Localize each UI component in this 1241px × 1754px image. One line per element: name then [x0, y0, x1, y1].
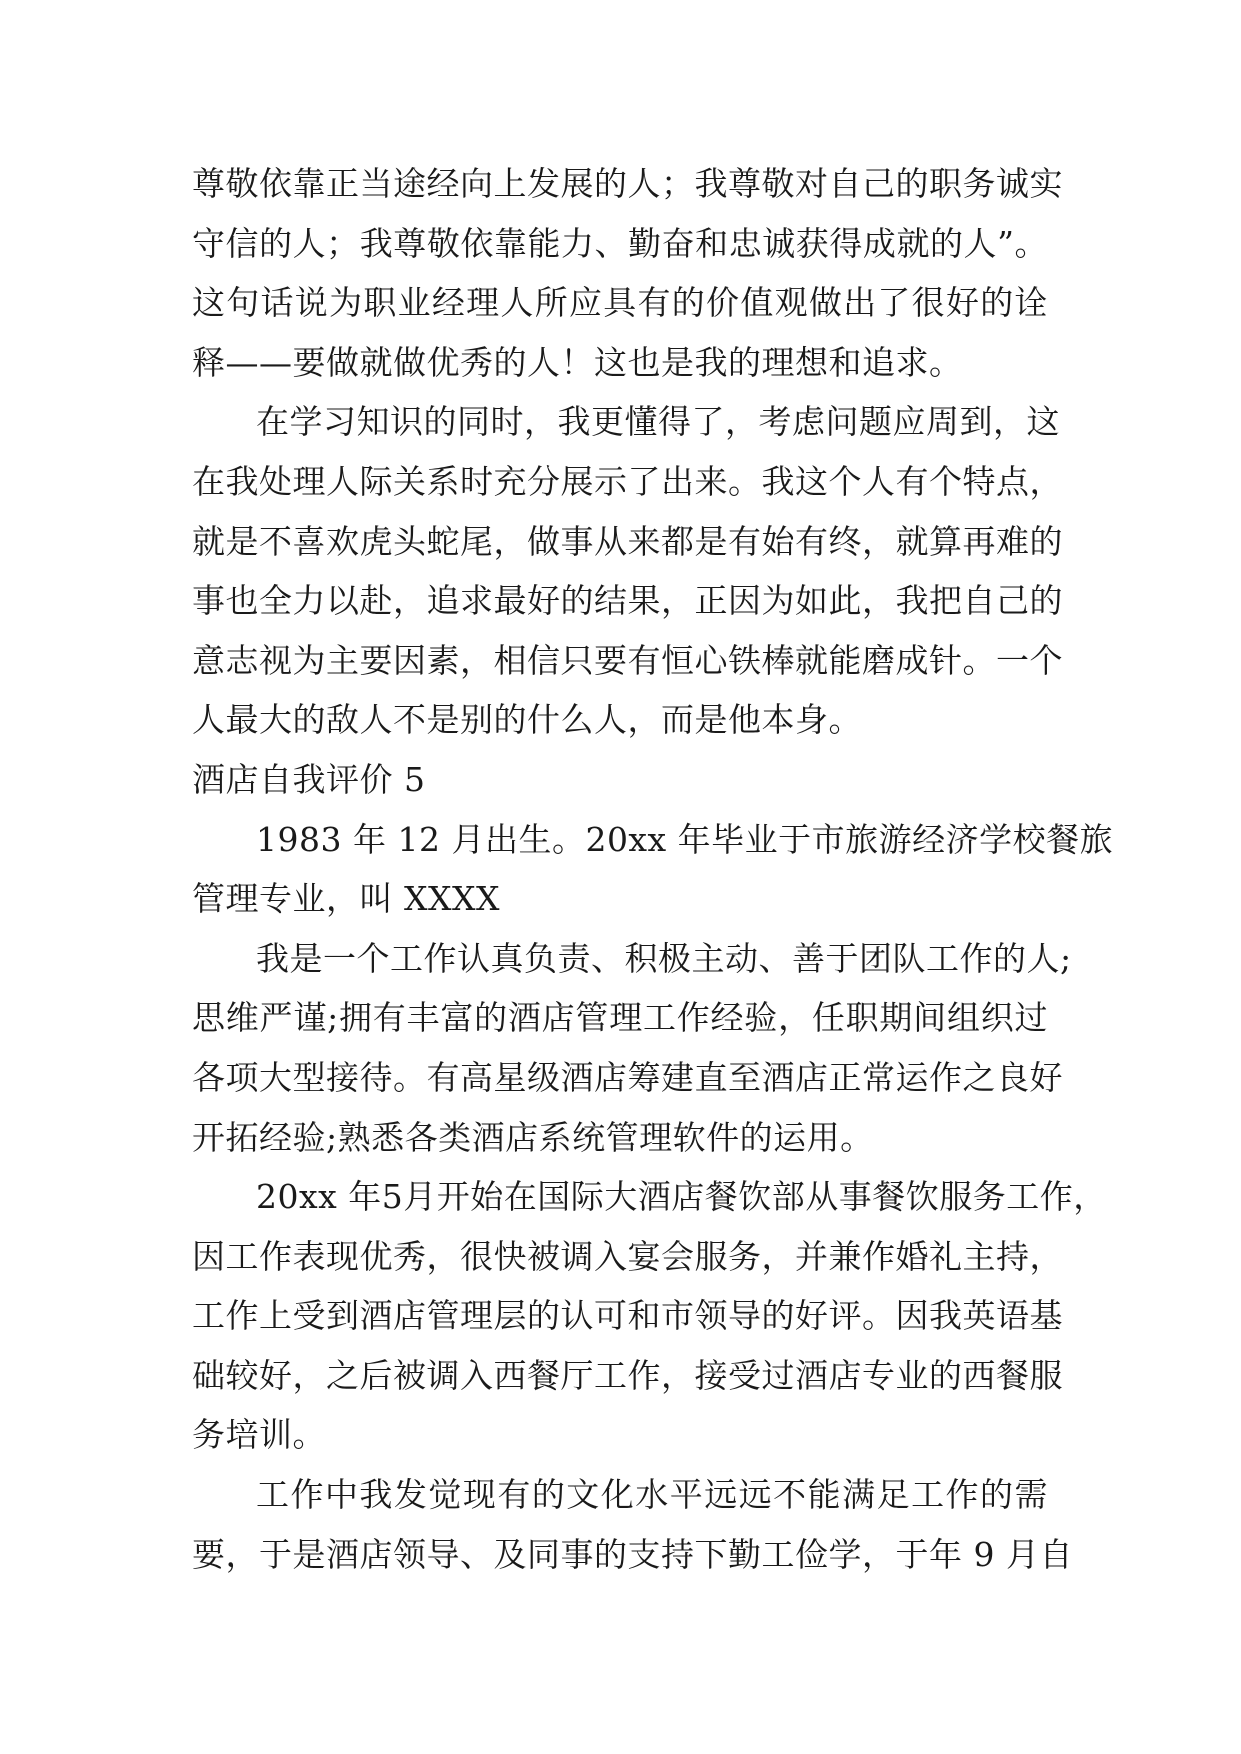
text-line: 20xx 年5月开始在国际大酒店餐饮部从事餐饮服务工作，: [256, 1177, 1107, 1217]
text-line: 释——要做就做优秀的人！这也是我的理想和追求。: [192, 342, 963, 382]
text-line: 要，于是酒店领导、及同事的支持下勤工俭学，于年 9 月自: [192, 1534, 1073, 1574]
text-line: 础较好，之后被调入西餐厅工作，接受过酒店专业的西餐服: [192, 1355, 1063, 1395]
text-line: 尊敬依靠正当途经向上发展的人；我尊敬对自己的职务诚实: [192, 164, 1063, 203]
paragraph-4: [192, 929, 1072, 1167]
text-line: 1983 年 12 月出生。20xx 年毕业于市旅游经济学校餐旅: [256, 819, 1114, 859]
text-line: 意志视为主要因素，相信只要有恒心铁棒就能磨成针。一个: [192, 640, 1063, 680]
text-line: 人最大的敌人不是别的什么人，而是他本身。: [192, 700, 862, 740]
text-line: 在学习知识的同时，我更懂得了，考虑问题应周到，这: [256, 402, 1060, 442]
text-line: 在我处理人际关系时充分展示了出来。我这个人有个特点，: [192, 461, 1063, 501]
text-line: 我是一个工作认真负责、积极主动、善于团队工作的人;: [256, 938, 1072, 978]
paragraph-3: [192, 810, 1114, 929]
text-line: 这句话说为职业经理人所应具有的价值观做出了很好的诠: [192, 283, 1048, 323]
section-heading: 酒店自我评价 5: [192, 759, 426, 799]
text-line: 就是不喜欢虎头蛇尾，做事从来都是有始有终，就算再难的: [192, 521, 1063, 561]
document-body: [192, 154, 1114, 1584]
text-line: 开拓经验;熟悉各类酒店系统管理软件的运用。: [192, 1117, 874, 1157]
text-line: 守信的人；我尊敬依靠能力、勤奋和忠诚获得成就的人”。: [192, 223, 1048, 263]
text-line: 工作中我发觉现有的文化水平远远不能满足工作的需: [256, 1475, 1048, 1515]
paragraph-1: [192, 154, 1063, 392]
text-line: 思维严谨;拥有丰富的酒店管理工作经验，任职期间组织过: [192, 998, 1048, 1038]
text-line: 工作上受到酒店管理层的认可和市领导的好评。因我英语基: [192, 1296, 1063, 1336]
text-line: 各项大型接待。有高星级酒店筹建直至酒店正常运作之良好: [192, 1057, 1063, 1097]
text-line: 事也全力以赴，追求最好的结果，正因为如此，我把自己的: [192, 581, 1063, 621]
text-line: 管理专业，叫 XXXX: [192, 879, 500, 919]
paragraph-5: [192, 1167, 1107, 1465]
paragraph-2: [192, 392, 1063, 750]
paragraph-6: [192, 1465, 1073, 1584]
text-line: 务培训。: [192, 1415, 326, 1455]
text-line: 因工作表现优秀，很快被调入宴会服务，并兼作婚礼主持，: [192, 1236, 1063, 1276]
